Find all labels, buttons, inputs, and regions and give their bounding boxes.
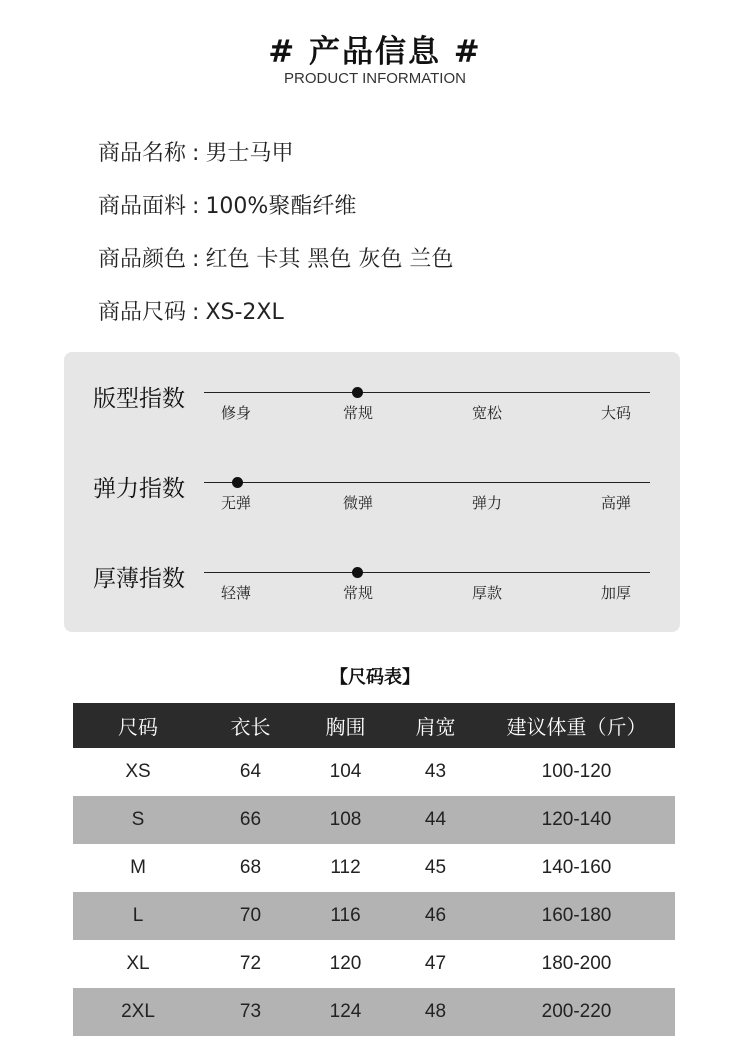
size-chart-title: 【尺码表】 [330, 667, 420, 688]
table-cell: 48 [393, 988, 478, 1036]
table-cell: XS [73, 748, 203, 796]
table-cell: XL [73, 940, 203, 988]
index-option-label: 弹力 [471, 494, 503, 512]
table-cell: S [73, 796, 203, 844]
header-length: 衣长 [203, 703, 298, 748]
index-option-label: 无弹 [220, 494, 252, 512]
index-option-label: 轻薄 [220, 584, 252, 602]
table-cell: 160-180 [478, 892, 675, 940]
table-cell: 100-120 [478, 748, 675, 796]
info-value: 红色 卡其 黑色 灰色 兰色 [205, 247, 454, 272]
index-marker [352, 567, 363, 578]
page-title: # 产品信息 # [268, 34, 482, 70]
table-cell: 108 [298, 796, 393, 844]
info-row-sizes [98, 295, 284, 326]
size-table [73, 703, 675, 1036]
table-cell: 140-160 [478, 844, 675, 892]
index-panel [64, 352, 680, 632]
table-cell: 112 [298, 844, 393, 892]
info-value: 男士马甲 [205, 141, 294, 166]
index-track [204, 572, 650, 573]
table-cell: 64 [203, 748, 298, 796]
table-cell: M [73, 844, 203, 892]
index-title: 弹力指数 [93, 476, 185, 502]
table-cell: 66 [203, 796, 298, 844]
info-label: 商品名称 [98, 141, 187, 166]
table-cell: 72 [203, 940, 298, 988]
table-cell: 68 [203, 844, 298, 892]
table-cell: 47 [393, 940, 478, 988]
index-option-label: 修身 [220, 404, 252, 422]
table-cell: 120-140 [478, 796, 675, 844]
index-option-label: 高弹 [600, 494, 632, 512]
header-chest: 胸围 [298, 703, 393, 748]
info-separator: : [192, 141, 200, 166]
index-option-label: 微弹 [342, 494, 374, 512]
info-label: 商品面料 [98, 194, 187, 219]
index-title: 厚薄指数 [93, 566, 185, 592]
table-cell: 180-200 [478, 940, 675, 988]
index-option-label: 常规 [342, 404, 374, 422]
table-cell: 120 [298, 940, 393, 988]
table-cell: 116 [298, 892, 393, 940]
index-option-label: 加厚 [600, 584, 632, 602]
info-row-colors [98, 242, 453, 273]
info-separator: : [192, 247, 200, 272]
table-cell: 43 [393, 748, 478, 796]
index-title: 版型指数 [93, 386, 185, 412]
size-table-header [73, 703, 675, 748]
info-value: 100%聚酯纤维 [205, 194, 357, 219]
table-row [73, 844, 675, 892]
table-cell: 73 [203, 988, 298, 1036]
table-cell: 45 [393, 844, 478, 892]
index-track [204, 482, 650, 483]
info-separator: : [192, 300, 200, 325]
table-cell: 44 [393, 796, 478, 844]
info-label: 商品尺码 [98, 300, 187, 325]
table-row [73, 988, 675, 1036]
index-option-label: 常规 [342, 584, 374, 602]
page-subtitle: PRODUCT INFORMATION [284, 70, 466, 87]
table-cell: 104 [298, 748, 393, 796]
table-cell: 124 [298, 988, 393, 1036]
header-shoulder: 肩宽 [393, 703, 478, 748]
index-option-label: 厚款 [471, 584, 503, 602]
index-marker [232, 477, 243, 488]
index-option-label: 大码 [600, 404, 632, 422]
info-row-name [98, 136, 293, 167]
index-marker [352, 387, 363, 398]
info-value: XS-2XL [205, 300, 284, 325]
header-weight: 建议体重（斤） [478, 703, 675, 748]
table-cell: 70 [203, 892, 298, 940]
header-size: 尺码 [73, 703, 203, 748]
info-label: 商品颜色 [98, 247, 187, 272]
info-row-fabric [98, 189, 356, 220]
table-row [73, 748, 675, 796]
table-cell: L [73, 892, 203, 940]
table-cell: 200-220 [478, 988, 675, 1036]
table-row [73, 940, 675, 988]
table-cell: 2XL [73, 988, 203, 1036]
index-option-label: 宽松 [471, 404, 503, 422]
index-track [204, 392, 650, 393]
table-cell: 46 [393, 892, 478, 940]
info-separator: : [192, 194, 200, 219]
table-row [73, 796, 675, 844]
table-row [73, 892, 675, 940]
